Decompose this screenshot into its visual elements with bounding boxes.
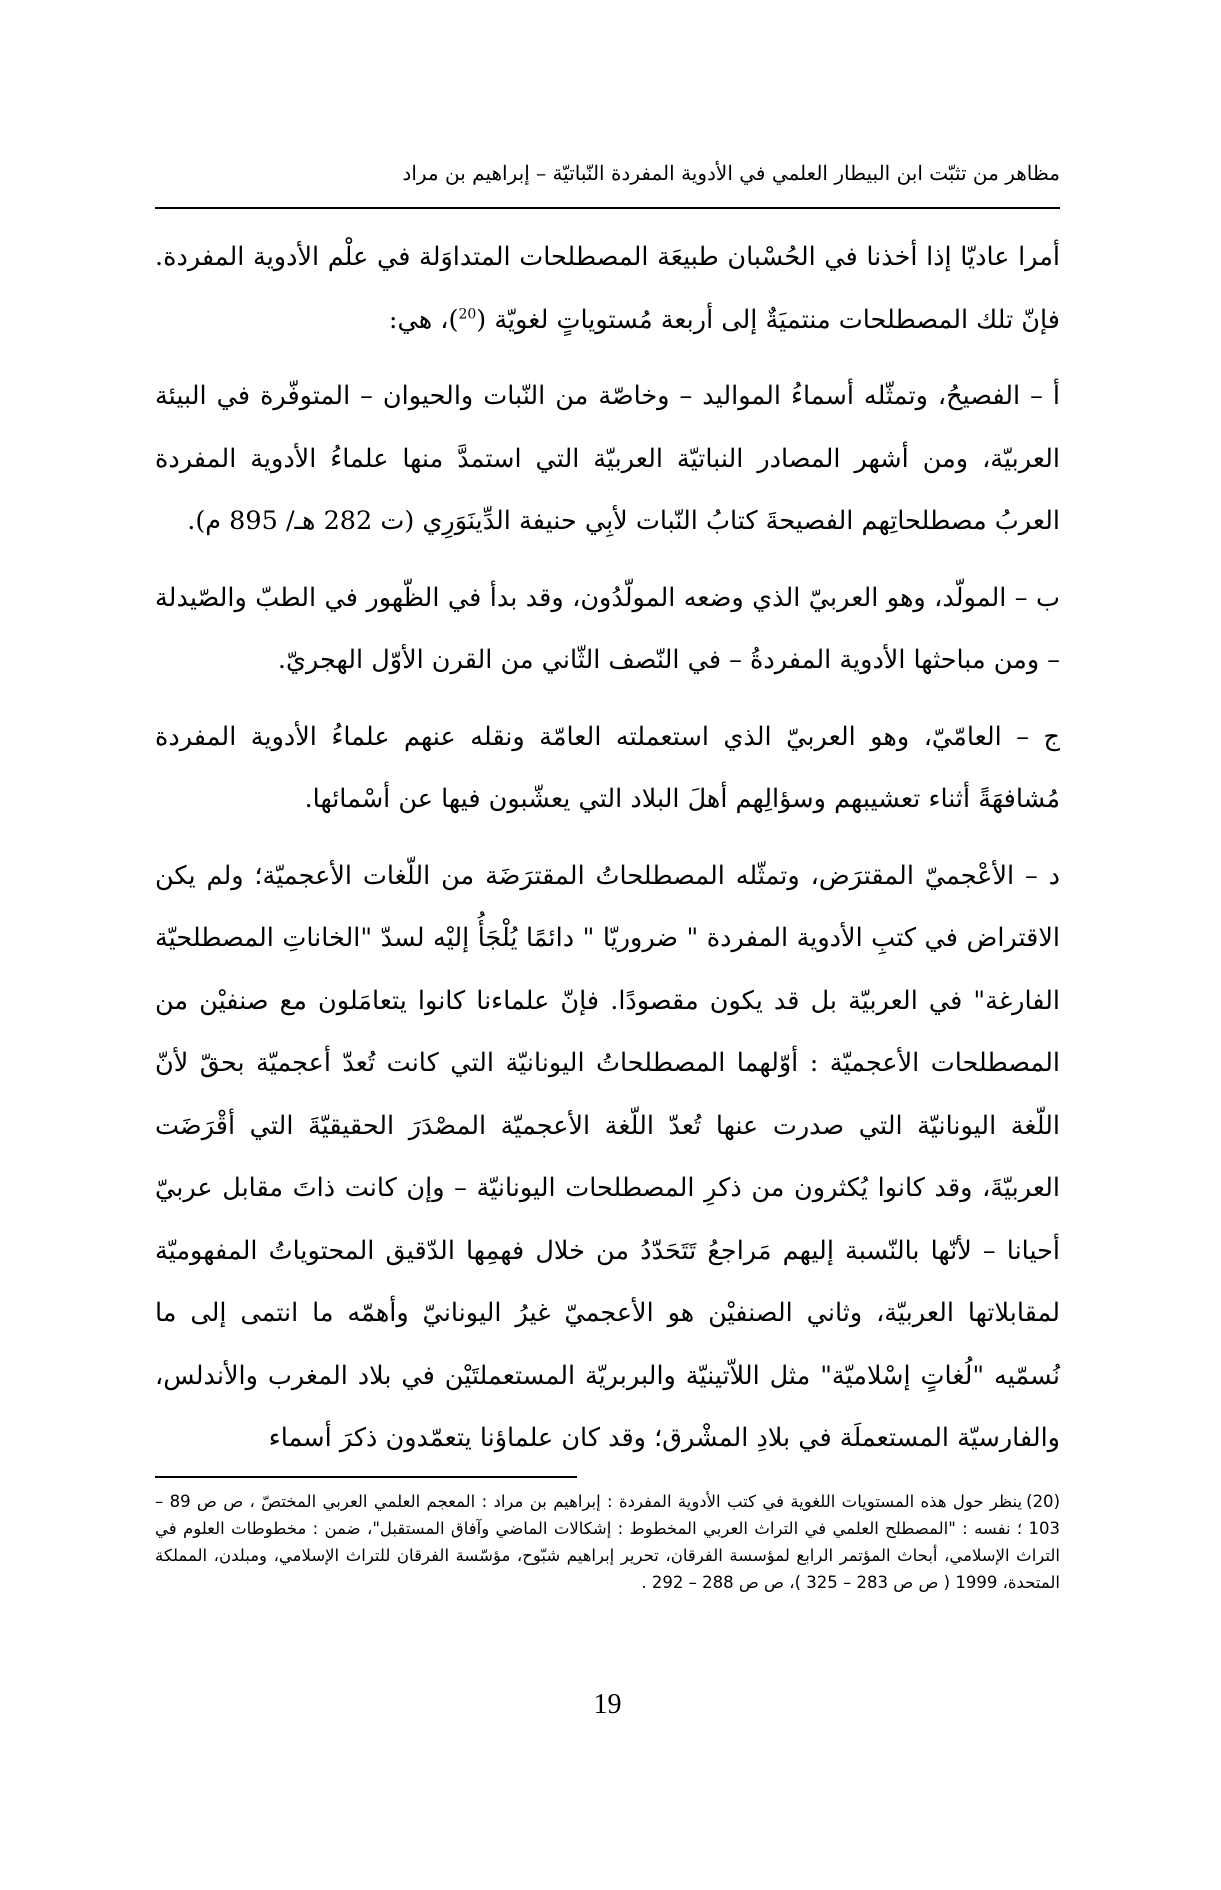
footnote-rule (155, 1476, 577, 1478)
item-a-paragraph: أ – الفصيحُ، وتمثّله أسماءُ المواليد – وخاصّة من النّبات والحيوان – المتوفّرة في البيئة العربيّة، ومن أشهر المصادر النباتيّة العربيّة التي استمدَّ منها علماءُ الأدوية المفردة العربُ مصطلحاتِهم الفصيحةَ كتابُ النّبات لأبِي حنيفة الدِّينَوَرِي (ت 282 هـ/ 895 م). (155, 381, 1060, 536)
intro-text-before-ref: أمرا عاديّا إذا أخذنا في الحُسْبان طبيعَة المصطلحات المتداوَلة في علْم الأدوية المفردة. فإنّ تلك المصطلحات منتميَةٌ إلى أربعة مُستوياتٍ لغويّة ( (155, 242, 1060, 335)
footnote-text: ينظر حول هذه المستويات اللغوية في كتب الأدوية المفردة : إبراهيم بن مراد : المعجم العلمي العربي المختصّ ، ص ص 89 – 103 ؛ نفسه : "المصطلح العلمي في التراث العربي المخطوط : إشكالات الماضي وآفاق المستقبل"، ضمن : مخطوطات العلوم في التراث الإسلامي، أبحاث المؤتمر الرابع لمؤسسة الفرقان، تحرير إبراهيم شبّوح، مؤسّسة الفرقان للتراث الإسلامي، ومبلدن، المملكة المتحدة، 1999 ( ص ص 283 – 325 )، ص ص 288 – 292 . (155, 1492, 1060, 1592)
page-number: 19 (593, 1689, 622, 1720)
header-rule (155, 207, 1060, 209)
running-header: مظاهر من تثبّت ابن البيطار العلمي في الأدوية المفردة النّباتيّة – إبراهيم بن مراد (402, 161, 1060, 185)
footnote-reference[interactable]: 20 (458, 306, 477, 322)
item-c-paragraph: ج – العامّيّ، وهو العربيّ الذي استعملته العامّة ونقله عنهم علماءُ الأدوية المفردة مُشافهَةً أثناء تعشيبهم وسؤالِهم أهلَ البلاد التي يعشّبون فيها عن أسْمائها. (155, 721, 1060, 814)
item-b-paragraph: ب – المولّد، وهو العربيّ الذي وضعه المولّدُون، وقد بدأ في الظّهور في الطبّ والصّيدلة – ومن مباحثها الأدوية المفردةُ – في النّصف الثّاني من القرن الأوّل الهجريّ. (155, 582, 1060, 675)
footnote-number: (20) (1026, 1492, 1060, 1511)
document-page (155, 0, 1060, 1890)
intro-paragraph (155, 226, 1060, 351)
footnote (155, 1488, 1060, 1596)
intro-text-after-ref: )، هي: (388, 304, 459, 335)
item-d-paragraph: د – الأعْجميّ المقترَض، وتمثّله المصطلحاتُ المقترَضَة من اللّغات الأعجميّة؛ ولم يكن الاقتراض في كتبِ الأدوية المفردة " ضروريّا " دائمًا يُلْجَأُ إليْه لسدّ "الخاناتِ المصطلحيّة الفارغة" في العربيّة بل قد يكون مقصودًا. فإنّ علماءنا كانوا يتعامَلون مع صنفيْن من المصطلحات الأعجميّة : أوّلهما المصطلحاتُ اليونانيّة التي كانت تُعدّ أعجميّة بحقّ لأنّ اللّغة اليونانيّة التي صدرت عنها تُعدّ اللّغة الأعجميّة المصْدَرَ الحقيقيّةَ التي أقْرَضَت العربيّةَ، وقد كانوا يُكثرون من ذكرِ المصطلحات اليونانيّة – وإن كانت ذاتَ مقابل عربيّ أحيانا – لأنّها بالنّسبة إليهم مَراجعُ تَتَحَدّدُ من خلال فهمِها الدّقيق المحتوياتُ المفهوميّة لمقابلاتها العربيّة، وثاني الصنفيْن هو الأعجميّ غيرُ اليونانيّ وأهمّه ما انتمى إلى ما نُسمّيه "لُغاتٍ إسْلاميّة" مثل اللاّتينيّة والبربريّة المستعملتَيْن في بلاد المغرب والأندلس، والفارسيّة المستعملَة في بلادِ المشْرق؛ وقد كان علماؤنا يتعمّدون ذكرَ أسماء (155, 860, 1060, 1453)
body-text (155, 226, 1060, 1484)
